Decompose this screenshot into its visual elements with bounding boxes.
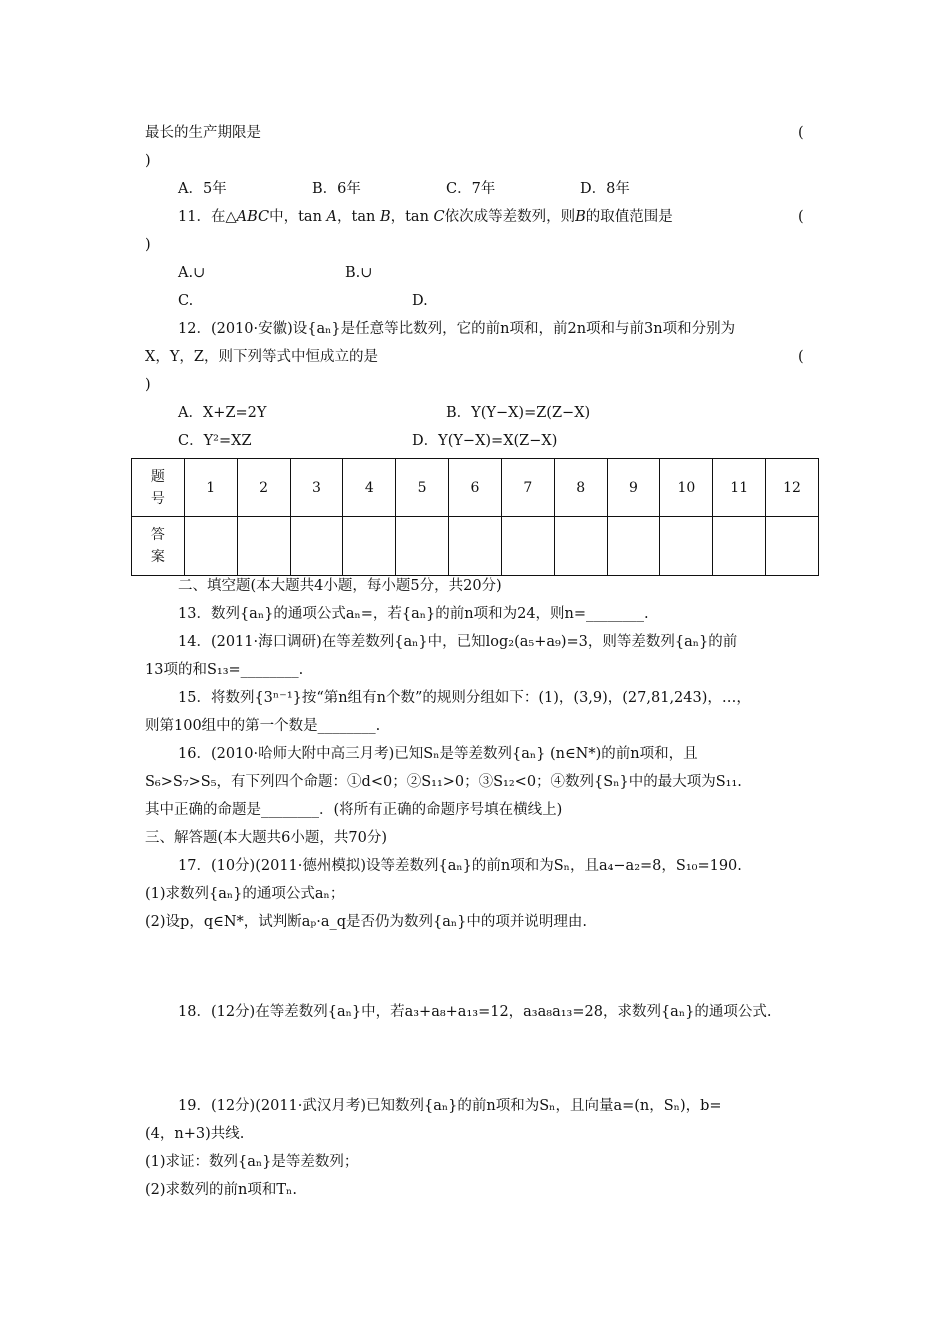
number-cell: 2 [237, 459, 290, 517]
q12-close-paren: ) [145, 377, 151, 393]
number-cell: 7 [501, 459, 554, 517]
q12-option-a: A．X+Z=2Y [178, 405, 267, 421]
q10-option-c: C．7年 [446, 181, 496, 197]
answer-cell[interactable] [343, 517, 396, 576]
number-cell: 4 [343, 459, 396, 517]
answer-cell[interactable] [554, 517, 607, 576]
answer-cell[interactable] [501, 517, 554, 576]
q16-line2: S₆>S₇>S₅，有下列四个命题：①d<0；②S₁₁>0；③S₁₂<0；④数列{Sₙ}中的最大项为S₁₁. [145, 774, 742, 790]
q19-line1: 19．(12分)(2011·武汉月考)已知数列{aₙ}的前n项和为Sₙ，且向量a=(n，Sₙ)，b= [178, 1098, 722, 1114]
q12-open-paren: ( [798, 349, 804, 365]
q10-option-a: A．5年 [178, 181, 227, 197]
q12-option-d: D．Y(Y−X)=X(Z−X) [412, 433, 558, 449]
q15-line1: 15．将数列{3ⁿ⁻¹}按“第n组有n个数”的规则分组如下：(1)，(3,9)，(27,81,243)，…， [178, 690, 751, 706]
q10-tail: 最长的生产期限是 [145, 125, 261, 141]
answer-cell[interactable] [290, 517, 343, 576]
q11-option-d: D. [412, 293, 428, 309]
q12-option-c: C．Y²=XZ [178, 433, 252, 449]
answer-cell[interactable] [607, 517, 660, 576]
section2-heading: 二、填空题(本大题共4小题，每小题5分，共20分) [178, 578, 502, 594]
q11-option-b: B.∪ [345, 265, 373, 281]
section3-heading: 三、解答题(本大题共6小题，共70分) [145, 830, 387, 846]
q16-line3: 其中正确的命题是________．(将所有正确的命题序号填在横线上) [145, 802, 563, 818]
q10-option-d: D．8年 [580, 181, 630, 197]
number-cell: 12 [766, 459, 819, 517]
q12-line2: X，Y，Z，则下列等式中恒成立的是 [145, 349, 378, 365]
q10-open-paren: ( [798, 125, 804, 141]
number-cell: 9 [607, 459, 660, 517]
q11-option-a: A.∪ [178, 265, 206, 281]
q16-line1: 16．(2010·哈师大附中高三月考)已知Sₙ是等差数列{aₙ} (n∈N*)的前n项和，且 [178, 746, 698, 762]
answer-label-cell: 答 案 [132, 517, 185, 576]
number-cell: 8 [554, 459, 607, 517]
q19-part2: (2)求数列的前n项和Tₙ. [145, 1182, 297, 1198]
answer-cell[interactable] [396, 517, 449, 576]
q12-line1: 12．(2010·安徽)设{aₙ}是任意等比数列，它的前n项和，前2n项和与前3n项和分别为 [178, 321, 736, 337]
q18: 18．(12分)在等差数列{aₙ}中，若a₃+a₈+a₁₃=12，a₃a₈a₁₃=28，求数列{aₙ}的通项公式. [178, 1004, 772, 1020]
q14-line2: 13项的和S₁₃=________. [145, 662, 304, 678]
q19-line2: (4，n+3)共线. [145, 1126, 245, 1142]
q13: 13．数列{aₙ}的通项公式aₙ=，若{aₙ}的前n项和为24，则n=________. [178, 606, 649, 622]
q17-part1: (1)求数列{aₙ}的通项公式aₙ； [145, 886, 345, 902]
q12-option-b: B．Y(Y−X)=Z(Z−X) [446, 405, 591, 421]
q11-stem: 11．在△ABC中，tan A，tan B，tan C依次成等差数列，则B的取值范围是 [178, 209, 673, 225]
q19-part1: (1)求证：数列{aₙ}是等差数列； [145, 1154, 359, 1170]
q10-option-b: B．6年 [312, 181, 361, 197]
number-cell: 10 [660, 459, 713, 517]
number-cell: 5 [396, 459, 449, 517]
answer-cell[interactable] [660, 517, 713, 576]
answer-cell[interactable] [449, 517, 502, 576]
q11-open-paren: ( [798, 209, 804, 225]
q17-part2: (2)设p，q∈N*，试判断aₚ·a_q是否仍为数列{aₙ}中的项并说明理由. [145, 914, 587, 930]
q15-line2: 则第100组中的第一个数是________. [145, 718, 381, 734]
answer-table [131, 458, 819, 576]
number-cell: 3 [290, 459, 343, 517]
answer-cell[interactable] [766, 517, 819, 576]
number-cell: 11 [713, 459, 766, 517]
number-cell: 1 [184, 459, 237, 517]
header-label-cell: 题 号 [132, 459, 185, 517]
answer-cell[interactable] [713, 517, 766, 576]
q11-close-paren: ) [145, 237, 151, 253]
q17-line1: 17．(10分)(2011·德州模拟)设等差数列{aₙ}的前n项和为Sₙ，且a₄−a₂=8，S₁₀=190. [178, 858, 742, 874]
answer-cell[interactable] [237, 517, 290, 576]
number-cell: 6 [449, 459, 502, 517]
q14-line1: 14．(2011·海口调研)在等差数列{aₙ}中，已知log₂(a₅+a₉)=3，则等差数列{aₙ}的前 [178, 634, 738, 650]
q11-option-c: C. [178, 293, 194, 309]
q10-close-paren: ) [145, 153, 151, 169]
answer-cell[interactable] [184, 517, 237, 576]
